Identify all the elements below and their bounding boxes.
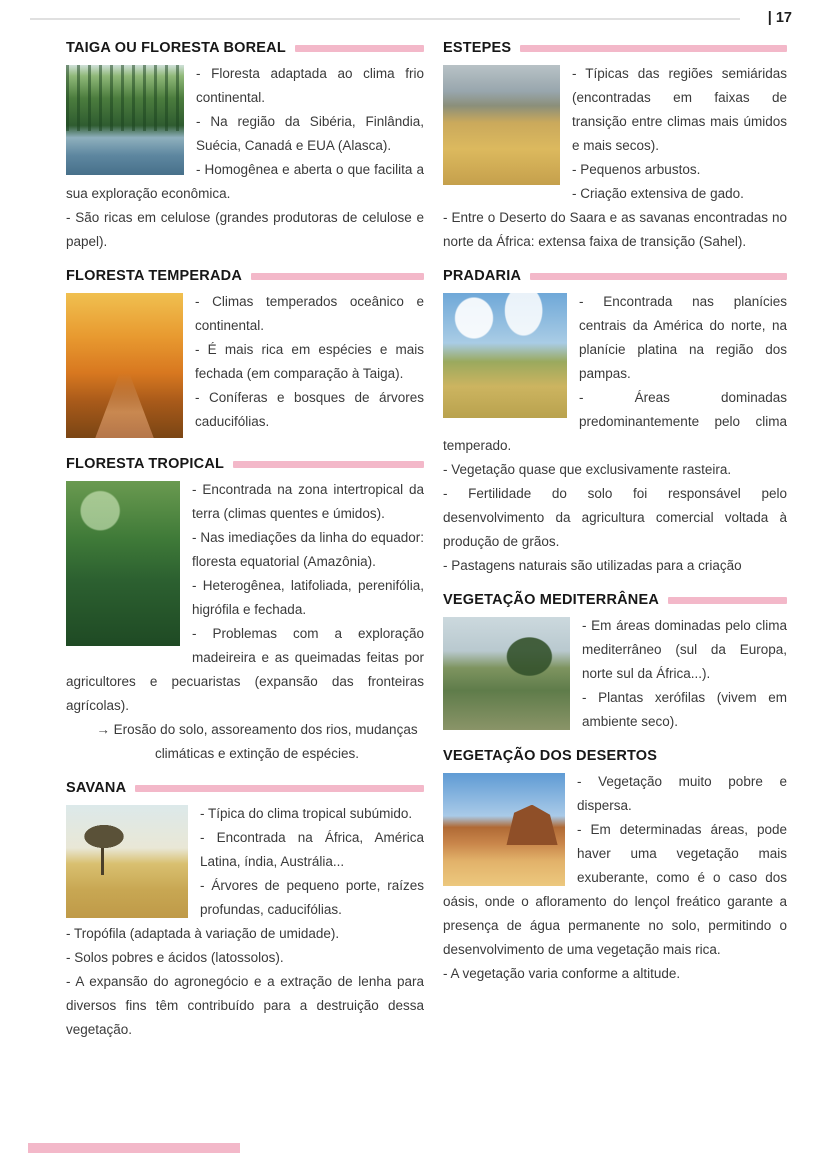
section-header <box>66 268 424 284</box>
section-floresta-temperada <box>66 268 424 442</box>
bullet-item: - Áreas dominadas predominantemente pelo clima temperado. <box>443 390 787 453</box>
section-header <box>443 40 787 56</box>
bullet-item: - Em áreas dominadas pelo clima mediterrâneo (sul da Europa, norte sul da África...). <box>582 618 787 681</box>
bullet-item: - Nas imediações da linha do equador: floresta equatorial (Amazônia). <box>192 530 424 569</box>
section-vegetacao-mediterranea <box>443 592 787 734</box>
bullet-item: - Encontrada nas planícies centrais da América do norte, na planície platina na região dos pampas. <box>579 294 787 381</box>
savanna-photo <box>66 805 188 918</box>
bullet-item: - São ricas em celulose (grandes produtoras de celulose e papel). <box>66 210 424 249</box>
pink-highlight-bar <box>520 45 787 52</box>
bullet-item: - Típicas das regiões semiáridas (encontradas em faixas de transição entre climas mais úmidos e mais secos). <box>572 66 787 153</box>
section-header <box>66 780 424 796</box>
section-estepes <box>443 40 787 254</box>
section-header <box>66 40 424 56</box>
tropical-forest-photo <box>66 481 180 646</box>
bullet-item: - Encontrada na zona intertropical da terra (climas quentes e úmidos). <box>192 482 424 521</box>
page-content <box>66 40 787 1056</box>
bullet-item: - A expansão do agronegócio e a extração de lenha para diversos fins têm contribuído para a destruição dessa vegetação. <box>66 974 424 1037</box>
bullet-item: - Plantas xerófilas (vivem em ambiente seco). <box>582 690 787 729</box>
bullet-item: - É mais rica em espécies e mais fechada (em comparação à Taiga). <box>195 342 424 381</box>
section-title: SAVANA <box>66 780 127 796</box>
bullet-item: - Típica do clima tropical subúmido. <box>200 806 413 821</box>
bullet-item: - Pastagens naturais são utilizadas para a criação <box>443 558 742 573</box>
bullet-item: - Pequenos arbustos. <box>572 162 701 177</box>
section-body <box>66 290 424 442</box>
bullet-item: - Vegetação muito pobre e dispersa. <box>577 774 787 813</box>
bullet-item: - Homogênea e aberta o que facilita a sua exploração econômica. <box>66 162 424 201</box>
pink-highlight-bar <box>233 461 424 468</box>
section-header <box>443 268 787 284</box>
arrow-bullet-item: → Erosão do solo, assoreamento dos rios, mudanças climáticas e extinção de espécies. <box>96 722 418 761</box>
mediterranean-photo <box>443 617 570 730</box>
desert-photo <box>443 773 565 886</box>
section-title: VEGETAÇÃO MEDITERRÂNEA <box>443 592 660 608</box>
bullet-item: - Coníferas e bosques de árvores caducifólias. <box>195 390 424 429</box>
section-body <box>66 62 424 254</box>
section-body <box>443 770 787 986</box>
section-body <box>66 478 424 766</box>
taiga-forest-photo <box>66 65 184 175</box>
pink-highlight-bar <box>668 597 787 604</box>
steppe-photo <box>443 65 560 185</box>
bullet-item: - Climas temperados oceânico e continental. <box>195 294 424 333</box>
section-body <box>66 802 424 1042</box>
section-body <box>443 614 787 734</box>
bullet-item: - Solos pobres e ácidos (latossolos). <box>66 950 284 965</box>
pink-highlight-bar <box>530 273 787 280</box>
bullet-item: - Árvores de pequeno porte, raízes profundas, caducifólias. <box>200 878 424 917</box>
pink-highlight-bar <box>295 45 424 52</box>
page-number: | 17 <box>767 10 792 26</box>
section-pradaria <box>443 268 787 578</box>
section-title: FLORESTA TEMPERADA <box>66 268 242 284</box>
pink-highlight-bar <box>251 273 424 280</box>
section-body <box>443 62 787 254</box>
bullet-item: - Em determinadas áreas, pode haver uma vegetação mais exuberante, como é o caso dos oásis, onde o afloramento do lençol freático garante a presença de água permanente no solo, permitindo o desenvolvimento de uma vegetação mais rica. <box>443 822 787 957</box>
section-taiga <box>66 40 424 254</box>
bullet-item: - Na região da Sibéria, Finlândia, Suécia, Canadá e EUA (Alasca). <box>196 114 424 153</box>
section-body <box>443 290 787 578</box>
prairie-photo <box>443 293 567 418</box>
section-savana <box>66 780 424 1042</box>
pink-highlight-bar <box>135 785 424 792</box>
section-title: ESTEPES <box>443 40 512 56</box>
bullet-item: - Encontrada na África, América Latina, índia, Austrália... <box>200 830 424 869</box>
section-header <box>66 456 424 472</box>
bullet-item: - Problemas com a exploração madeireira e as queimadas feitas por agricultores e pecuaristas (expansão das fronteiras agrícolas). <box>66 626 424 713</box>
section-title: TAIGA OU FLORESTA BOREAL <box>66 40 286 56</box>
section-header <box>443 748 787 764</box>
bullet-item: - Entre o Deserto do Saara e as savanas encontradas no norte da África: extensa faixa de transição (Sahel). <box>443 210 787 249</box>
section-header <box>443 592 787 608</box>
bullet-item: - Floresta adaptada ao clima frio continental. <box>196 66 424 105</box>
bullet-item: - Heterogênea, latifoliada, perenifólia, higrófila e fechada. <box>192 578 424 617</box>
left-column <box>66 40 424 1056</box>
bullet-item: - Fertilidade do solo foi responsável pelo desenvolvimento da agricultura comercial voltada à produção de grãos. <box>443 486 787 549</box>
section-vegetacao-dos-desertos <box>443 748 787 986</box>
bullet-item: - Criação extensiva de gado. <box>572 186 744 201</box>
section-floresta-tropical <box>66 456 424 766</box>
bullet-item: - Vegetação quase que exclusivamente rasteira. <box>443 462 732 477</box>
right-column <box>443 40 787 1000</box>
section-title: PRADARIA <box>443 268 522 284</box>
section-title: VEGETAÇÃO DOS DESERTOS <box>443 748 658 764</box>
top-rule <box>30 18 740 20</box>
temperate-forest-photo <box>66 293 183 438</box>
section-title: FLORESTA TROPICAL <box>66 456 225 472</box>
bullet-item: - A vegetação varia conforme a altitude. <box>443 966 681 981</box>
bottom-pink-bar <box>28 1143 240 1153</box>
bullet-item: - Tropófila (adaptada à variação de umidade). <box>66 926 340 941</box>
